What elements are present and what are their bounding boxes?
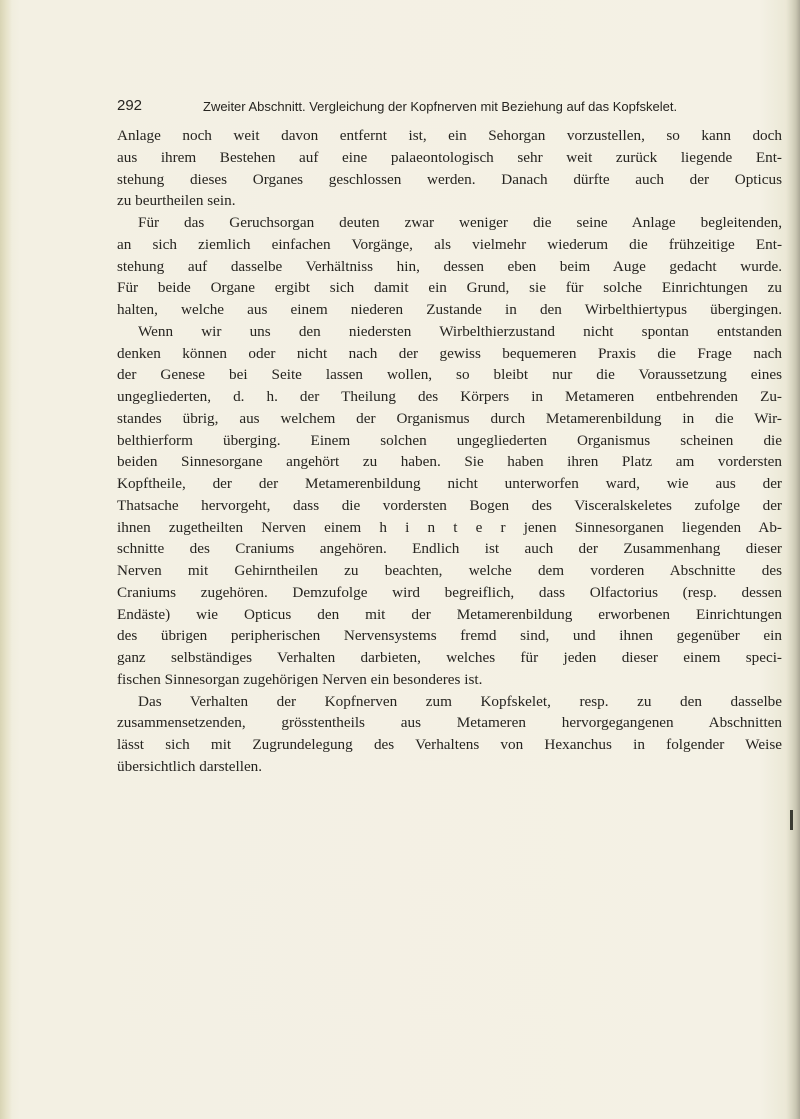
text-line: der Genese bei Seite lassen wollen, so bleibt nur die Voraussetzung eines [117,366,782,384]
text-line: aus ihrem Bestehen auf eine palaeontologisch sehr weit zurück liegende Ent- [117,148,782,166]
page-header [117,96,717,120]
text-line: Für das Geruchsorgan deuten zwar weniger die seine Anlage begleitenden, [138,214,782,231]
text-line: lässt sich mit Zugrundelegung des Verhaltens von Hexanchus in folgender Weise [117,736,782,753]
text-line: beiden Sinnesorgane angehört zu haben. Sie haben ihren Platz am vordersten [117,453,782,471]
text-line: stehung auf dasselbe Verhältniss hin, dessen eben beim Auge gedacht wurde. [117,257,782,275]
text-line: schnitte des Craniums angehören. Endlich ist auch der Zusammenhang dieser [117,540,782,558]
body-text [117,125,782,778]
text-line: ihnen zugetheilten Nerven einem h i n t e r jenen Sinnesorganen liegenden Ab- [117,518,782,536]
text-line: halten, welche aus einem niederen Zustande in den Wirbelthiertypus übergingen. [117,301,782,318]
text-line: Thatsache hervorgeht, dass die vordersten Bogen des Visceralskeletes zufolge der [117,496,782,514]
text-line: Anlage noch weit davon entfernt ist, ein Sehorgan vorzustellen, so kann doch [117,127,782,144]
text-line: denken können oder nicht nach der gewiss bequemeren Praxis die Frage nach [117,344,782,362]
text-line: Für beide Organe ergibt sich damit ein Grund, sie für solche Einrichtungen zu [117,279,782,297]
text-line: stehung dieses Organes geschlossen werden. Danach dürfte auch der Opticus [117,170,782,188]
text-line: zusammensetzenden, grösstentheils aus Metameren hervorgegangenen Abschnitten [117,714,782,732]
text-line: ganz selbständiges Verhalten darbieten, welches für jeden dieser einem speci- [117,649,782,666]
page-right-edge [786,0,800,1119]
text-line: ungegliederten, d. h. der Theilung des Körpers in Metameren entbehrenden Zu- [117,388,782,405]
text-line: Craniums zugehören. Demzufolge wird begreiflich, dass Olfactorius (resp. dessen [117,583,782,601]
text-line: Endäste) wie Opticus den mit der Metamerenbildung erworbenen Einrichtungen [117,605,782,623]
text-line: zu beurtheilen sein. [117,192,236,210]
text-line: Wenn wir uns den niedersten Wirbelthierzustand nicht spontan entstanden [138,322,782,340]
text-line: übersichtlich darstellen. [117,757,263,775]
text-line: Das Verhalten der Kopfnerven zum Kopfskelet, resp. zu den dasselbe [138,692,782,710]
text-line: an sich ziemlich einfachen Vorgänge, als vielmehr wiederum die frühzeitige Ent- [117,235,782,253]
text-line: standes übrig, aus welchem der Organismus durch Metamerenbildung in die Wir- [117,409,782,427]
page-left-edge [0,0,12,1119]
text-line: des übrigen peripherischen Nervensystems fremd sind, und ihnen gegenüber ein [117,627,782,645]
text-line: Kopftheile, der der Metamerenbildung nicht unterworfen ward, wie aus der [117,475,782,492]
text-line: belthierform überging. Einem solchen ungegliederten Organismus scheinen die [117,431,782,449]
edge-mark [790,810,793,830]
text-line: Nerven mit Gehirntheilen zu beachten, welche dem vorderen Abschnitte des [117,562,782,579]
text-line: fischen Sinnesorgan zugehörigen Nerven ein besonderes ist. [117,670,483,688]
running-head: Zweiter Abschnitt. Vergleichung der Kopfnerven mit Beziehung auf das Kopfskelet. [203,99,678,114]
page-number: 292 [117,97,143,114]
